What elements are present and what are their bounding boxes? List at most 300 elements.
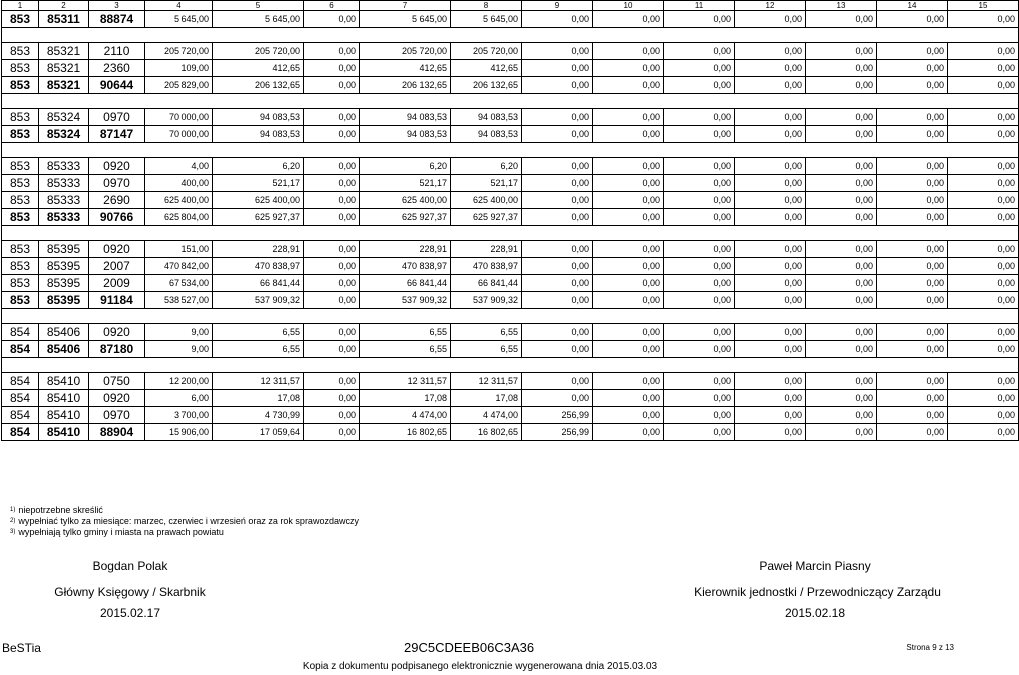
amount-cell: 70 000,00 <box>145 109 213 126</box>
amount-cell: 0,00 <box>664 407 735 424</box>
amount-cell: 0,00 <box>806 390 877 407</box>
column-number: 11 <box>664 1 735 11</box>
column-number: 7 <box>360 1 451 11</box>
amount-cell: 0,00 <box>806 126 877 143</box>
amount-cell: 0,00 <box>522 11 593 28</box>
amount-cell: 205 720,00 <box>451 43 522 60</box>
rozdzial-cell: 85324 <box>39 126 89 143</box>
group-spacer-cell <box>2 358 1019 373</box>
amount-cell: 66 841,44 <box>360 275 451 292</box>
amount-cell: 17 059,64 <box>213 424 304 441</box>
amount-cell: 0,00 <box>877 11 948 28</box>
amount-cell: 0,00 <box>593 424 664 441</box>
dzial-cell: 853 <box>2 258 39 275</box>
amount-cell: 0,00 <box>304 209 360 226</box>
amount-cell: 5 645,00 <box>145 11 213 28</box>
amount-cell: 6,55 <box>213 324 304 341</box>
amount-cell: 0,00 <box>522 258 593 275</box>
column-number: 14 <box>877 1 948 11</box>
amount-cell: 0,00 <box>735 292 806 309</box>
amount-cell: 0,00 <box>664 390 735 407</box>
amount-cell: 0,00 <box>593 209 664 226</box>
dzial-cell: 853 <box>2 175 39 192</box>
amount-cell: 0,00 <box>735 158 806 175</box>
group-spacer <box>2 143 1019 158</box>
amount-cell: 537 909,32 <box>451 292 522 309</box>
group-spacer-cell <box>2 143 1019 158</box>
rozdzial-cell: 85321 <box>39 43 89 60</box>
amount-cell: 0,00 <box>877 373 948 390</box>
rozdzial-cell: 85333 <box>39 192 89 209</box>
amount-cell: 256,99 <box>522 424 593 441</box>
column-number: 9 <box>522 1 593 11</box>
amount-cell: 0,00 <box>664 209 735 226</box>
paragraf-cell: 91184 <box>89 292 145 309</box>
amount-cell: 0,00 <box>877 43 948 60</box>
amount-cell: 0,00 <box>522 192 593 209</box>
left-sign-date: 2015.02.17 <box>99 606 161 620</box>
amount-cell: 0,00 <box>877 175 948 192</box>
amount-cell: 0,00 <box>806 77 877 94</box>
table-row <box>2 373 1019 390</box>
amount-cell: 0,00 <box>948 241 1019 258</box>
amount-cell: 0,00 <box>735 241 806 258</box>
amount-cell: 0,00 <box>304 407 360 424</box>
amount-cell: 0,00 <box>735 275 806 292</box>
amount-cell: 16 802,65 <box>451 424 522 441</box>
amount-cell: 0,00 <box>948 373 1019 390</box>
amount-cell: 0,00 <box>735 109 806 126</box>
amount-cell: 0,00 <box>948 175 1019 192</box>
amount-cell: 0,00 <box>806 258 877 275</box>
group-spacer <box>2 28 1019 43</box>
amount-cell: 5 645,00 <box>451 11 522 28</box>
amount-cell: 0,00 <box>304 324 360 341</box>
amount-cell: 94 083,53 <box>360 109 451 126</box>
amount-cell: 0,00 <box>304 341 360 358</box>
amount-cell: 0,00 <box>593 60 664 77</box>
table-row-total <box>2 292 1019 309</box>
amount-cell: 0,00 <box>304 11 360 28</box>
amount-cell: 0,00 <box>806 109 877 126</box>
paragraf-cell: 90644 <box>89 77 145 94</box>
amount-cell: 6,20 <box>360 158 451 175</box>
dzial-cell: 853 <box>2 11 39 28</box>
dzial-cell: 853 <box>2 241 39 258</box>
footnote-3: $^{3)}$ wypełniają tylko gminy i miasta na prawach powiatu <box>10 527 224 537</box>
amount-cell: 470 838,97 <box>360 258 451 275</box>
amount-cell: 205 829,00 <box>145 77 213 94</box>
amount-cell: 0,00 <box>735 424 806 441</box>
amount-cell: 6,55 <box>451 324 522 341</box>
amount-cell: 0,00 <box>522 60 593 77</box>
amount-cell: 0,00 <box>593 324 664 341</box>
amount-cell: 0,00 <box>806 158 877 175</box>
amount-cell: 470 842,00 <box>145 258 213 275</box>
amount-cell: 625 400,00 <box>213 192 304 209</box>
amount-cell: 0,00 <box>806 60 877 77</box>
rozdzial-cell: 85333 <box>39 175 89 192</box>
rozdzial-cell: 85406 <box>39 324 89 341</box>
table-row <box>2 192 1019 209</box>
amount-cell: 0,00 <box>948 11 1019 28</box>
amount-cell: 0,00 <box>522 324 593 341</box>
amount-cell: 0,00 <box>593 126 664 143</box>
amount-cell: 0,00 <box>304 424 360 441</box>
amount-cell: 0,00 <box>806 292 877 309</box>
amount-cell: 0,00 <box>304 258 360 275</box>
amount-cell: 412,65 <box>451 60 522 77</box>
paragraf-cell: 0750 <box>89 373 145 390</box>
amount-cell: 0,00 <box>593 258 664 275</box>
amount-cell: 205 720,00 <box>213 43 304 60</box>
amount-cell: 0,00 <box>806 407 877 424</box>
amount-cell: 0,00 <box>735 175 806 192</box>
paragraf-cell: 88904 <box>89 424 145 441</box>
amount-cell: 17,08 <box>213 390 304 407</box>
amount-cell: 0,00 <box>664 60 735 77</box>
column-number: 12 <box>735 1 806 11</box>
paragraf-cell: 0970 <box>89 109 145 126</box>
amount-cell: 0,00 <box>806 341 877 358</box>
amount-cell: 0,00 <box>948 209 1019 226</box>
amount-cell: 0,00 <box>522 241 593 258</box>
group-spacer <box>2 358 1019 373</box>
page-number: Strona 9 z 13 <box>906 643 954 652</box>
group-spacer-cell <box>2 94 1019 109</box>
amount-cell: 0,00 <box>664 341 735 358</box>
table-row-total <box>2 424 1019 441</box>
amount-cell: 205 720,00 <box>360 43 451 60</box>
amount-cell: 0,00 <box>948 258 1019 275</box>
amount-cell: 625 400,00 <box>451 192 522 209</box>
rozdzial-cell: 85395 <box>39 241 89 258</box>
column-number: 1 <box>2 1 39 11</box>
table-row <box>2 158 1019 175</box>
amount-cell: 0,00 <box>877 60 948 77</box>
amount-cell: 0,00 <box>948 60 1019 77</box>
amount-cell: 0,00 <box>735 407 806 424</box>
amount-cell: 0,00 <box>664 77 735 94</box>
amount-cell: 538 527,00 <box>145 292 213 309</box>
amount-cell: 228,91 <box>360 241 451 258</box>
amount-cell: 0,00 <box>806 241 877 258</box>
amount-cell: 206 132,65 <box>451 77 522 94</box>
amount-cell: 94 083,53 <box>213 126 304 143</box>
amount-cell: 521,17 <box>213 175 304 192</box>
paragraf-cell: 2007 <box>89 258 145 275</box>
group-spacer <box>2 94 1019 109</box>
dzial-cell: 853 <box>2 77 39 94</box>
amount-cell: 0,00 <box>304 373 360 390</box>
dzial-cell: 854 <box>2 341 39 358</box>
amount-cell: 0,00 <box>735 209 806 226</box>
amount-cell: 0,00 <box>948 109 1019 126</box>
amount-cell: 0,00 <box>877 292 948 309</box>
paragraf-cell: 0920 <box>89 241 145 258</box>
group-spacer <box>2 309 1019 324</box>
amount-cell: 0,00 <box>948 390 1019 407</box>
amount-cell: 0,00 <box>593 373 664 390</box>
amount-cell: 0,00 <box>522 77 593 94</box>
table-row <box>2 258 1019 275</box>
amount-cell: 537 909,32 <box>360 292 451 309</box>
amount-cell: 0,00 <box>735 324 806 341</box>
rozdzial-cell: 85406 <box>39 341 89 358</box>
amount-cell: 0,00 <box>664 109 735 126</box>
paragraf-cell: 2690 <box>89 192 145 209</box>
group-spacer-cell <box>2 226 1019 241</box>
amount-cell: 0,00 <box>593 175 664 192</box>
amount-cell: 70 000,00 <box>145 126 213 143</box>
amount-cell: 12 311,57 <box>360 373 451 390</box>
amount-cell: 0,00 <box>593 109 664 126</box>
rozdzial-cell: 85395 <box>39 292 89 309</box>
amount-cell: 5 645,00 <box>360 11 451 28</box>
amount-cell: 206 132,65 <box>213 77 304 94</box>
amount-cell: 412,65 <box>213 60 304 77</box>
amount-cell: 67 534,00 <box>145 275 213 292</box>
amount-cell: 12 200,00 <box>145 373 213 390</box>
report-table <box>1 0 1019 441</box>
amount-cell: 3 700,00 <box>145 407 213 424</box>
amount-cell: 0,00 <box>877 341 948 358</box>
right-signer-title: Kierownik jednostki / Przewodniczący Zarządu <box>694 585 941 599</box>
table-row <box>2 60 1019 77</box>
amount-cell: 0,00 <box>806 43 877 60</box>
amount-cell: 0,00 <box>593 11 664 28</box>
amount-cell: 0,00 <box>593 341 664 358</box>
paragraf-cell: 0970 <box>89 175 145 192</box>
dzial-cell: 853 <box>2 43 39 60</box>
amount-cell: 0,00 <box>304 109 360 126</box>
amount-cell: 0,00 <box>877 192 948 209</box>
table-row <box>2 324 1019 341</box>
rozdzial-cell: 85324 <box>39 109 89 126</box>
amount-cell: 0,00 <box>522 43 593 60</box>
amount-cell: 0,00 <box>735 43 806 60</box>
left-signer-name: Bogdan Polak <box>92 559 168 573</box>
amount-cell: 0,00 <box>948 407 1019 424</box>
rozdzial-cell: 85410 <box>39 424 89 441</box>
right-signer-name: Paweł Marcin Piasny <box>759 559 871 573</box>
dzial-cell: 854 <box>2 407 39 424</box>
amount-cell: 0,00 <box>806 209 877 226</box>
document-code: 29C5CDEEB06C3A36 <box>404 640 535 655</box>
table-row <box>2 43 1019 60</box>
column-number: 8 <box>451 1 522 11</box>
amount-cell: 0,00 <box>664 126 735 143</box>
group-spacer <box>2 226 1019 241</box>
amount-cell: 17,08 <box>360 390 451 407</box>
dzial-cell: 853 <box>2 209 39 226</box>
amount-cell: 12 311,57 <box>213 373 304 390</box>
amount-cell: 0,00 <box>304 192 360 209</box>
amount-cell: 0,00 <box>522 275 593 292</box>
amount-cell: 0,00 <box>593 275 664 292</box>
amount-cell: 94 083,53 <box>451 109 522 126</box>
amount-cell: 0,00 <box>806 11 877 28</box>
amount-cell: 0,00 <box>735 11 806 28</box>
amount-cell: 0,00 <box>806 275 877 292</box>
paragraf-cell: 87147 <box>89 126 145 143</box>
amount-cell: 94 083,53 <box>360 126 451 143</box>
amount-cell: 0,00 <box>593 158 664 175</box>
table-row <box>2 109 1019 126</box>
amount-cell: 228,91 <box>451 241 522 258</box>
group-spacer-cell <box>2 28 1019 43</box>
dzial-cell: 853 <box>2 275 39 292</box>
amount-cell: 0,00 <box>877 126 948 143</box>
footnotes <box>10 505 359 538</box>
amount-cell: 0,00 <box>522 158 593 175</box>
amount-cell: 94 083,53 <box>213 109 304 126</box>
column-number: 4 <box>145 1 213 11</box>
dzial-cell: 854 <box>2 373 39 390</box>
footnote-1: $^{1)}$ niepotrzebne skreślić <box>10 505 103 515</box>
paragraf-cell: 88874 <box>89 11 145 28</box>
amount-cell: 0,00 <box>593 241 664 258</box>
amount-cell: 9,00 <box>145 324 213 341</box>
amount-cell: 625 400,00 <box>145 192 213 209</box>
table-row <box>2 175 1019 192</box>
column-number: 2 <box>39 1 89 11</box>
rozdzial-cell: 85410 <box>39 390 89 407</box>
paragraf-cell: 0920 <box>89 324 145 341</box>
amount-cell: 0,00 <box>806 192 877 209</box>
amount-cell: 0,00 <box>948 275 1019 292</box>
amount-cell: 0,00 <box>522 126 593 143</box>
amount-cell: 0,00 <box>664 258 735 275</box>
amount-cell: 6,55 <box>360 324 451 341</box>
amount-cell: 0,00 <box>877 407 948 424</box>
amount-cell: 0,00 <box>664 241 735 258</box>
amount-cell: 0,00 <box>806 324 877 341</box>
paragraf-cell: 0920 <box>89 390 145 407</box>
rozdzial-cell: 85321 <box>39 60 89 77</box>
rozdzial-cell: 85321 <box>39 77 89 94</box>
amount-cell: 0,00 <box>304 175 360 192</box>
amount-cell: 0,00 <box>877 324 948 341</box>
amount-cell: 0,00 <box>877 241 948 258</box>
amount-cell: 0,00 <box>948 424 1019 441</box>
rozdzial-cell: 85410 <box>39 373 89 390</box>
amount-cell: 470 838,97 <box>213 258 304 275</box>
amount-cell: 0,00 <box>735 373 806 390</box>
amount-cell: 0,00 <box>735 390 806 407</box>
table-row-total <box>2 341 1019 358</box>
amount-cell: 0,00 <box>948 324 1019 341</box>
amount-cell: 0,00 <box>304 60 360 77</box>
table-row-total <box>2 77 1019 94</box>
rozdzial-cell: 85395 <box>39 275 89 292</box>
amount-cell: 521,17 <box>451 175 522 192</box>
dzial-cell: 853 <box>2 158 39 175</box>
column-number: 3 <box>89 1 145 11</box>
column-number: 15 <box>948 1 1019 11</box>
software-name: BeSTia <box>2 641 41 655</box>
dzial-cell: 854 <box>2 324 39 341</box>
amount-cell: 0,00 <box>522 341 593 358</box>
amount-cell: 0,00 <box>664 275 735 292</box>
amount-cell: 0,00 <box>948 77 1019 94</box>
amount-cell: 625 927,37 <box>360 209 451 226</box>
rozdzial-cell: 85311 <box>39 11 89 28</box>
amount-cell: 4,00 <box>145 158 213 175</box>
rozdzial-cell: 85395 <box>39 258 89 275</box>
column-number: 6 <box>304 1 360 11</box>
amount-cell: 537 909,32 <box>213 292 304 309</box>
column-number: 13 <box>806 1 877 11</box>
amount-cell: 0,00 <box>735 192 806 209</box>
dzial-cell: 853 <box>2 109 39 126</box>
amount-cell: 205 720,00 <box>145 43 213 60</box>
dzial-cell: 854 <box>2 424 39 441</box>
dzial-cell: 853 <box>2 292 39 309</box>
amount-cell: 0,00 <box>806 424 877 441</box>
amount-cell: 0,00 <box>593 192 664 209</box>
amount-cell: 6,55 <box>451 341 522 358</box>
amount-cell: 0,00 <box>522 292 593 309</box>
amount-cell: 256,99 <box>522 407 593 424</box>
rozdzial-cell: 85333 <box>39 158 89 175</box>
amount-cell: 412,65 <box>360 60 451 77</box>
amount-cell: 0,00 <box>664 192 735 209</box>
amount-cell: 0,00 <box>877 424 948 441</box>
amount-cell: 0,00 <box>664 373 735 390</box>
amount-cell: 15 906,00 <box>145 424 213 441</box>
amount-cell: 0,00 <box>735 341 806 358</box>
amount-cell: 66 841,44 <box>213 275 304 292</box>
amount-cell: 0,00 <box>522 209 593 226</box>
amount-cell: 0,00 <box>304 390 360 407</box>
amount-cell: 0,00 <box>664 424 735 441</box>
amount-cell: 0,00 <box>948 192 1019 209</box>
amount-cell: 109,00 <box>145 60 213 77</box>
amount-cell: 0,00 <box>304 43 360 60</box>
table-row <box>2 275 1019 292</box>
amount-cell: 6,55 <box>360 341 451 358</box>
amount-cell: 0,00 <box>948 43 1019 60</box>
paragraf-cell: 90766 <box>89 209 145 226</box>
table-row <box>2 407 1019 424</box>
dzial-cell: 853 <box>2 126 39 143</box>
amount-cell: 0,00 <box>522 390 593 407</box>
amount-cell: 0,00 <box>948 126 1019 143</box>
amount-cell: 0,00 <box>593 43 664 60</box>
copy-note: Kopia z dokumentu podpisanego elektronicznie wygenerowana dnia 2015.03.03 <box>302 661 658 672</box>
table-row-total <box>2 11 1019 28</box>
amount-cell: 0,00 <box>877 158 948 175</box>
amount-cell: 9,00 <box>145 341 213 358</box>
amount-cell: 0,00 <box>735 77 806 94</box>
left-signer-title: Główny Księgowy / Skarbnik <box>54 585 206 599</box>
amount-cell: 0,00 <box>304 241 360 258</box>
amount-cell: 6,55 <box>213 341 304 358</box>
amount-cell: 12 311,57 <box>451 373 522 390</box>
amount-cell: 16 802,65 <box>360 424 451 441</box>
dzial-cell: 854 <box>2 390 39 407</box>
amount-cell: 0,00 <box>664 43 735 60</box>
table-row-total <box>2 209 1019 226</box>
amount-cell: 0,00 <box>522 109 593 126</box>
paragraf-cell: 0970 <box>89 407 145 424</box>
amount-cell: 0,00 <box>304 275 360 292</box>
amount-cell: 0,00 <box>593 77 664 94</box>
rozdzial-cell: 85333 <box>39 209 89 226</box>
amount-cell: 625 927,37 <box>451 209 522 226</box>
column-number-row <box>2 1 1019 11</box>
